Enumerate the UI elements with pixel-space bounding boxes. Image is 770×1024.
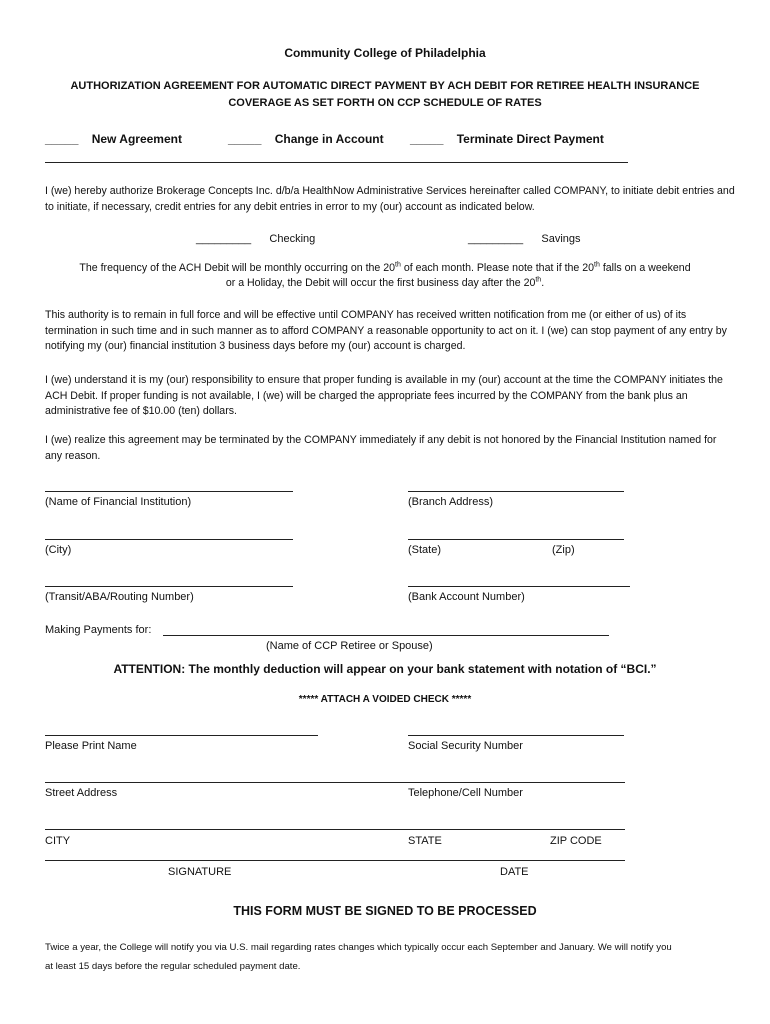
street-address-label: Street Address bbox=[45, 787, 118, 799]
checking-blank: _________ bbox=[196, 233, 252, 245]
attach-voided-check: ***** ATTACH A VOIDED CHECK ***** bbox=[298, 694, 472, 705]
street-phone-line[interactable] bbox=[45, 782, 625, 783]
retiree-name-line[interactable] bbox=[163, 635, 609, 636]
account-number-label: (Bank Account Number) bbox=[408, 591, 525, 603]
frequency-line1: The frequency of the ACH Debit will be monthly occurring on the 20th of each month. Please note that if the 20th falls on a weekend bbox=[79, 261, 691, 274]
option-terminate[interactable] bbox=[410, 132, 604, 146]
new-agreement-label: New Agreement bbox=[91, 132, 182, 146]
option-new-agreement[interactable] bbox=[45, 132, 182, 146]
authorization-paragraph: I (we) hereby authorize Brokerage Concepts Inc. d/b/a HealthNow Administrative Services hereinafter called COMPANY, to initiate debit entries and to initiate, if necessary, credit entries for any debit entries in error to my (our) account as indicated below. bbox=[45, 185, 735, 213]
termination-paragraph: I (we) realize this agreement may be terminated by the COMPANY immediately if any debit is not honored by the Financial Institution named for any reason. bbox=[45, 434, 717, 462]
branch-address-line[interactable] bbox=[408, 491, 624, 492]
institution-name: Community College of Philadelphia bbox=[284, 46, 486, 60]
checking-label: Checking bbox=[269, 233, 316, 245]
branch-address-label: (Branch Address) bbox=[408, 496, 493, 508]
attention-notice: ATTENTION: The monthly deduction will appear on your bank statement with notation of “BCI.” bbox=[113, 662, 657, 676]
making-payments-label: Making Payments for: bbox=[45, 624, 152, 636]
change-account-blank: _____ bbox=[228, 132, 262, 146]
print-name-label: Please Print Name bbox=[45, 740, 137, 752]
terminate-label: Terminate Direct Payment bbox=[456, 132, 604, 146]
savings-blank: _________ bbox=[468, 233, 524, 245]
routing-number-label: (Transit/ABA/Routing Number) bbox=[45, 591, 194, 603]
form-title-line2: COVERAGE AS SET FORTH ON CCP SCHEDULE OF RATES bbox=[228, 97, 542, 109]
routing-number-line[interactable] bbox=[45, 586, 293, 587]
city-label: (City) bbox=[45, 544, 72, 556]
city-line[interactable] bbox=[45, 539, 293, 540]
phone-label: Telephone/Cell Number bbox=[408, 787, 523, 799]
form-title-line1: AUTHORIZATION AGREEMENT FOR AUTOMATIC DIRECT PAYMENT BY ACH DEBIT FOR RETIREE HEALTH INSURANCE bbox=[70, 80, 700, 92]
authority-paragraph: This authority is to remain in full force and will be effective until COMPANY has received written notification from me (or either of us) of its termination in such time and in such manner as to afford COMPANY a reasonable opportunity to act on it. I (we) can stop payment of any entry by notifying my (our) financial institution 3 business days before my (our) account is charged. bbox=[45, 309, 727, 353]
responsibility-paragraph: I (we) understand it is my (our) responsibility to ensure that proper funding is available in my (our) account at the time the COMPANY initiates the ACH Debit. If proper funding is not available, I (we) will be charged the appropriate fees incurred by the COMPANY from the bank plus an administrative fee of $10.00 (ten) dollars. bbox=[45, 374, 723, 418]
terminate-blank: _____ bbox=[410, 132, 444, 146]
ssn-line[interactable] bbox=[408, 735, 624, 736]
print-name-line[interactable] bbox=[45, 735, 318, 736]
institution-name-label: (Name of Financial Institution) bbox=[45, 496, 192, 508]
zip-label: (Zip) bbox=[552, 544, 575, 556]
option-change-account[interactable] bbox=[228, 132, 384, 146]
personal-zip-label: ZIP CODE bbox=[550, 835, 602, 847]
new-agreement-blank: _____ bbox=[45, 132, 79, 146]
header-divider bbox=[45, 162, 628, 163]
checking-option[interactable] bbox=[196, 233, 315, 245]
city-state-zip-line[interactable] bbox=[45, 829, 625, 830]
savings-label: Savings bbox=[541, 233, 581, 245]
personal-state-label: STATE bbox=[408, 835, 442, 847]
retiree-name-label: (Name of CCP Retiree or Spouse) bbox=[266, 640, 433, 652]
signature-date-line[interactable] bbox=[45, 860, 625, 861]
ssn-label: Social Security Number bbox=[408, 740, 523, 752]
state-zip-line[interactable] bbox=[408, 539, 624, 540]
footer-line2: at least 15 days before the regular scheduled payment date. bbox=[45, 961, 301, 972]
frequency-line2: or a Holiday, the Debit will occur the first business day after the 20th. bbox=[225, 276, 545, 289]
signature-label: SIGNATURE bbox=[168, 866, 232, 878]
date-label: DATE bbox=[500, 866, 529, 878]
savings-option[interactable] bbox=[468, 233, 581, 245]
account-number-line[interactable] bbox=[408, 586, 630, 587]
footer-line1: Twice a year, the College will notify you via U.S. mail regarding rates changes which typically occur each September and January. We will notify you bbox=[45, 942, 672, 953]
institution-name-line[interactable] bbox=[45, 491, 293, 492]
must-sign-notice: THIS FORM MUST BE SIGNED TO BE PROCESSED bbox=[233, 904, 537, 918]
personal-city-label: CITY bbox=[45, 835, 71, 847]
change-account-label: Change in Account bbox=[274, 132, 384, 146]
state-label: (State) bbox=[408, 544, 442, 556]
